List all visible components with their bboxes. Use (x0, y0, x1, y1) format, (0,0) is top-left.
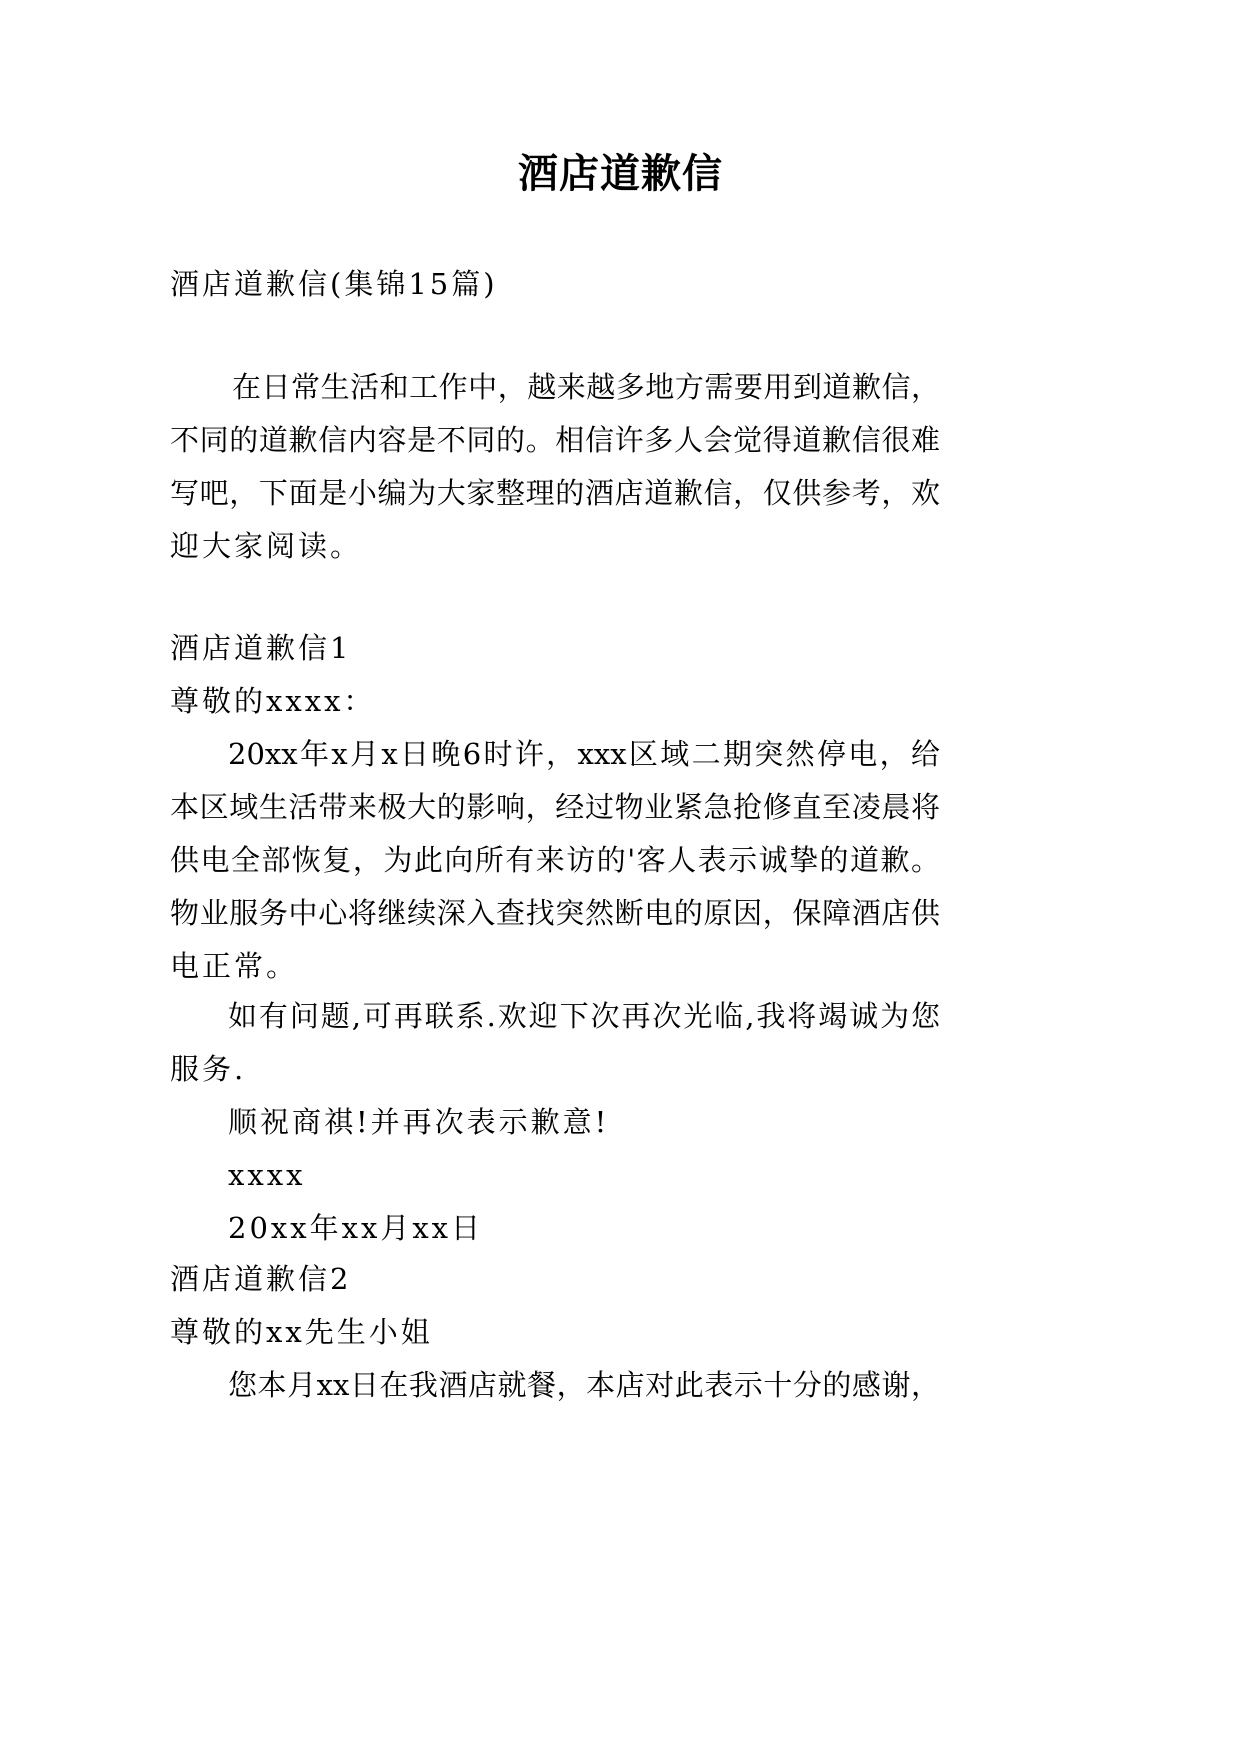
document-subtitle: 酒店道歉信(集锦15篇) (170, 267, 498, 301)
letter1-body-line-5: 电正常。 (170, 949, 299, 983)
document-title: 酒店道歉信 (518, 151, 723, 197)
letter1-signature: xxxx (228, 1158, 306, 1192)
letter2-body-line-1: 您本月xx日在我酒店就餐，本店对此表示十分的感谢， (228, 1368, 940, 1402)
letter1-body-line-3: 供电全部恢复，为此向所有来访的'客人表示诚挚的道歉。 (170, 843, 940, 877)
intro-line-3: 写吧，下面是小编为大家整理的酒店道歉信，仅供参考，欢 (170, 476, 940, 510)
letter1-body-line-4: 物业服务中心将继续深入查找突然断电的原因，保障酒店供 (170, 896, 940, 930)
letter1-salutation: 尊敬的xxxx： (170, 684, 376, 718)
letter1-closing-line-2: 服务. (170, 1052, 247, 1086)
letter1-wish: 顺祝商祺!并再次表示歉意! (228, 1105, 610, 1139)
letter1-closing-line-1: 如有问题,可再联系.欢迎下次再次光临,我将竭诚为您 (228, 999, 940, 1033)
letter1-heading: 酒店道歉信1 (170, 631, 352, 665)
letter1-body-line-1: 20xx年x月x日晚6时许，xxx区域二期突然停电，给 (228, 737, 940, 771)
intro-line-4: 迎大家阅读。 (170, 529, 363, 563)
intro-line-2: 不同的道歉信内容是不同的。相信许多人会觉得道歉信很难 (170, 423, 940, 457)
letter1-date: 20xx年xx月xx日 (228, 1211, 484, 1245)
letter2-heading: 酒店道歉信2 (170, 1262, 352, 1296)
letter2-salutation: 尊敬的xx先生小姐 (170, 1315, 433, 1349)
letter1-body-line-2: 本区域生活带来极大的影响，经过物业紧急抢修直至凌晨将 (170, 790, 940, 824)
intro-line-1: 在日常生活和工作中，越来越多地方需要用到道歉信， (232, 370, 940, 404)
